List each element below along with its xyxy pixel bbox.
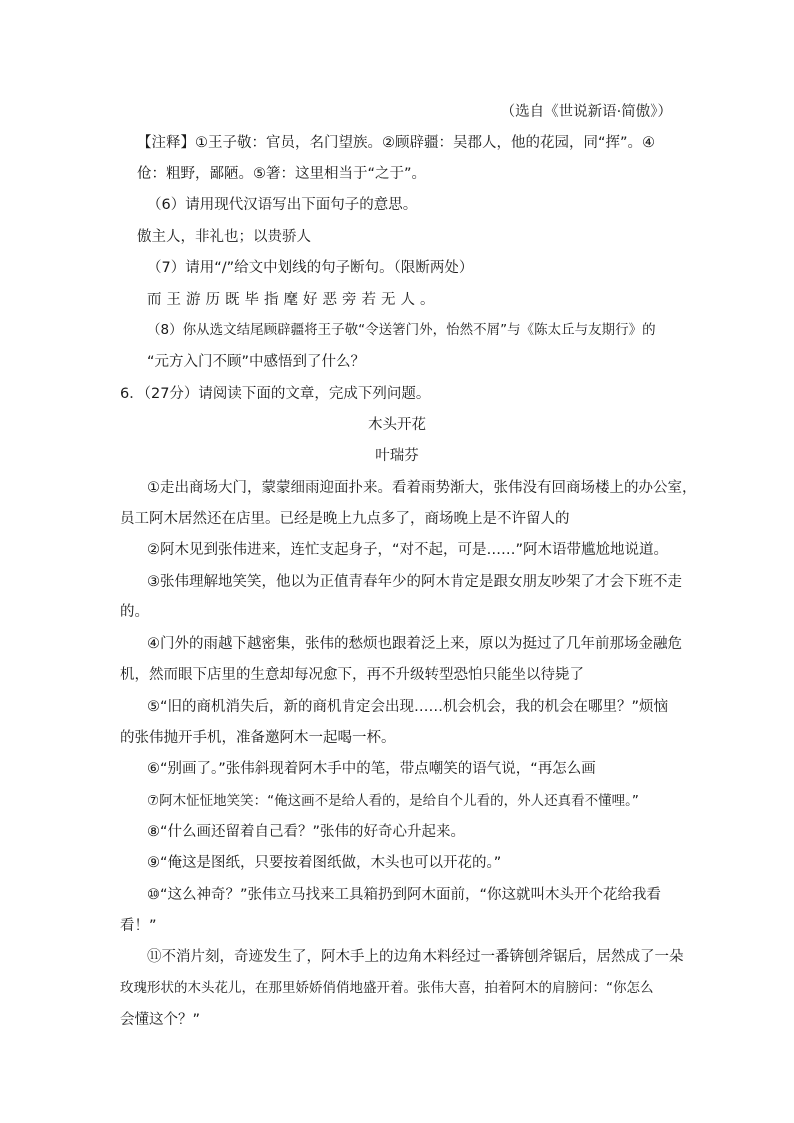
question-7-prompt: （7）请用“/”给文中划线的句子断句。（限断两处） — [147, 260, 474, 276]
article-author: 叶瑞芬 — [375, 448, 419, 464]
notes-line-2: 伧：粗野，鄙陋。⑤箸：这里相当于“之于”。 — [137, 166, 427, 182]
article-title: 木头开花 — [368, 417, 426, 433]
paragraph-line: ⑪不消片刻，奇迹发生了，阿木手上的边角木料经过一番锛刨斧锯后，居然成了一朵 — [147, 949, 684, 965]
paragraph-line: ⑥“别画了。”张伟斜现着阿木手中的笔，带点嘲笑的语气说，“再怎么画 — [147, 761, 596, 777]
question-8-line-1: （8）你从选文结尾顾辟疆将王子敬“令送箸门外，怡然不屑”与《陈太丘与友期行》的 — [147, 322, 656, 338]
paragraph-line: ⑧“什么画还留着自己看？”张伟的好奇心升起来。 — [147, 824, 466, 840]
paragraph-line: 机，然而眼下店里的生意却每况愈下，再不升级转型恐怕只能坐以待毙了 — [120, 667, 584, 683]
question-6-prompt: （6）请用现代汉语写出下面句子的意思。 — [147, 197, 418, 213]
paragraph-line: 的。 — [120, 604, 149, 620]
reading-question-header: 6．（27分）请阅读下面的文章，完成下列问题。 — [120, 386, 431, 402]
question-7-sentence: 而王游历既毕指麾好恶旁若无人。 — [147, 292, 440, 308]
paragraph-line: 会懂这个？” — [120, 1012, 201, 1028]
paragraph-line: ④门外的雨越下越密集，张伟的愁烦也跟着泛上来，原以为挺过了几年前那场金融危 — [147, 636, 682, 652]
paragraph-line: ⑤“旧的商机消失后，新的商机肯定会出现……机会机会，我的机会在哪里？”烦恼 — [147, 699, 669, 715]
notes-line-1: 【注释】①王子敬：官员，名门望族。②顾辟疆：吴郡人，他的花园，同“挥”。④ — [137, 135, 656, 151]
paragraph-line: ⑩“这么神奇？”张伟立马找来工具箱扔到阿木面前，“你这就叫木头开个花给我看 — [147, 887, 662, 903]
paragraph-line: ⑨“俺这是图纸，只要按着图纸做，木头也可以开花的。” — [147, 855, 502, 871]
paragraph-line: ①走出商场大门，蒙蒙细雨迎面扑来。看着雨势渐大，张伟没有回商场楼上的办公室， — [147, 480, 697, 496]
question-8-line-2: “元方入门不顾”中感悟到了什么？ — [147, 354, 366, 370]
paragraph-line: 看！” — [120, 918, 157, 934]
question-6-sentence: 傲主人，非礼也；以贵骄人 — [137, 229, 311, 245]
paragraph-line: 玫瑰形状的木头花儿，在那里娇娇俏俏地盛开着。张伟大喜，拍着阿木的肩膀问：“你怎么 — [120, 980, 654, 996]
paragraph-line: 员工阿木居然还在店里。已经是晚上九点多了，商场晚上是不许留人的 — [120, 511, 570, 527]
paragraph-line: ⑦阿木怔怔地笑笑：“俺这画不是给人看的，是给自个儿看的，外人还真看不懂哩。” — [147, 793, 639, 809]
paragraph-line: 的张伟抛开手机，准备邀阿木一起喝一杯。 — [120, 730, 396, 746]
paragraph-line: ③张伟理解地笑笑，他以为正值青春年少的阿木肯定是跟女朋友吵架了才会下班不走 — [147, 574, 682, 590]
source-citation: （选自《世说新语·简傲》） — [500, 104, 672, 120]
paragraph-line: ②阿木见到张伟进来，连忙支起身子，“对不起，可是……”阿木语带尴尬地说道。 — [147, 542, 669, 558]
